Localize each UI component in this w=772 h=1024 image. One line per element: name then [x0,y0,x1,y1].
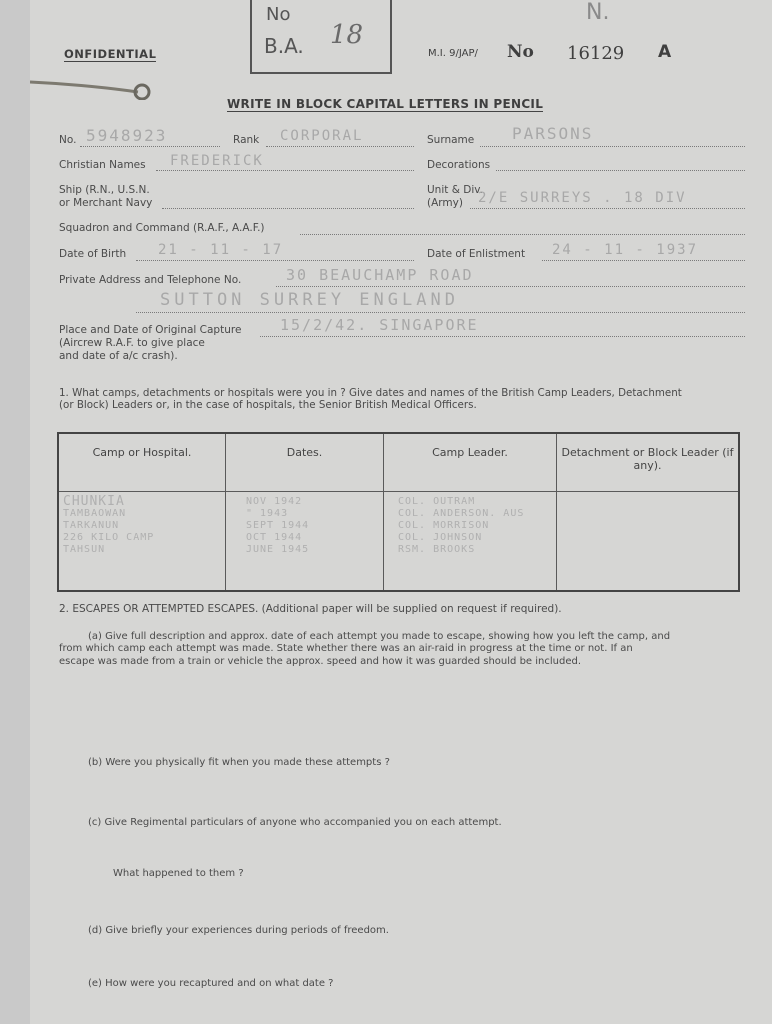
question-2c: (c) Give Regimental particulars of anyone who accompanied you on each attempt. [88,817,502,828]
stamp-ref: B.A. [264,34,304,58]
enlistment-line [542,260,745,261]
confidential-label: ONFIDENTIAL [64,47,157,61]
leader-entry: COL. ANDERSON. AUS [398,508,525,519]
capture-label: Place and Date of Original Capture [59,324,242,336]
camp-entry: TAMBAOWAN [63,508,127,519]
question-2c-followup: What happened to them ? [113,868,244,879]
squadron-label: Squadron and Command (R.A.F., A.A.F.) [59,222,265,234]
address-value-2: SUTTON SURREY ENGLAND [160,290,459,310]
unit-label: Unit & Div. [427,184,483,196]
header-camp: Camp or Hospital. [58,433,226,492]
stamp-no: No [266,4,291,25]
corner-mark: N. [586,0,610,25]
unit-label-2: (Army) [427,197,463,209]
number-label: No [507,42,534,62]
camp-entry: 226 KILO CAMP [63,532,155,543]
rank-value: CORPORAL [280,128,364,144]
question-2d: (d) Give briefly your experiences during periods of freedom. [88,925,389,936]
ship-line [162,208,414,209]
question-2e: (e) How were you recaptured and on what date ? [88,978,334,989]
capture-label-3: and date of a/c crash). [59,350,178,362]
camp-entry: TARKANUN [63,520,120,531]
christian-names-value: FREDERICK [170,153,264,169]
question-2a: (a) Give full description and approx. date of each attempt you made to escape, showing how you left the camp, and [88,631,671,642]
decorations-label: Decorations [427,159,491,171]
header-dates: Dates. [226,433,384,492]
enlistment-label: Date of Enlistment [427,248,526,260]
christian-names-label: Christian Names [59,159,146,171]
table-header-row [58,433,739,492]
christian-names-line [156,170,414,171]
form-sheet [30,0,772,1024]
camps-cell [58,492,226,592]
capture-value: 15/2/42. SINGAPORE [280,316,479,334]
camp-entry: CHUNKIA [63,494,125,509]
no-value: 5948923 [86,126,168,145]
leaders-cell [384,492,557,592]
stamp-handwritten-number: 18 [330,20,364,50]
table-row [58,492,739,592]
dob-line [136,260,414,261]
address-line-2 [136,312,745,313]
serial-number: 16129 [567,43,625,64]
surname-value: PARSONS [512,124,594,143]
question-2a-line-2: from which camp each attempt was made. State whether there was an air-raid in progress at the time or not. If an [59,643,633,654]
question-2-title: 2. ESCAPES OR ATTEMPTED ESCAPES. (Additional paper will be supplied on request if required). [59,603,562,615]
dates-cell [226,492,384,592]
question-1: 1. What camps, detachments or hospitals were you in ? Give dates and names of the British Camp Leaders, Detachment [59,387,682,399]
header-camp-leader: Camp Leader. [384,433,557,492]
capture-label-2: (Aircrew R.A.F. to give place [59,337,205,349]
question-2b: (b) Were you physically fit when you made these attempts ? [88,757,390,768]
leader-entry: COL. OUTRAM [398,496,476,507]
camp-entry: TAHSUN [63,544,106,555]
decorations-line [496,170,745,171]
date-entry: OCT 1944 [246,532,303,543]
surname-line [480,146,745,147]
dob-value: 21 - 11 - 17 [158,242,284,258]
date-entry: NOV 1942 [246,496,303,507]
leader-entry: RSM. BROOKS [398,544,476,555]
squadron-line [300,234,745,235]
serial-suffix: A [658,42,672,62]
form-reference: M.I. 9/JAP/ [428,48,478,59]
surname-label: Surname [427,134,475,146]
header-detachment-leader: Detachment or Block Leader (if any). [557,433,740,492]
leader-entry: COL. MORRISON [398,520,490,531]
detachment-cell [557,492,740,592]
address-line-1 [276,286,745,287]
date-entry: " 1943 [246,508,289,519]
enlistment-value: 24 - 11 - 1937 [552,242,699,258]
ship-label-2: or Merchant Navy [59,197,153,209]
dob-label: Date of Birth [59,248,127,260]
no-line [80,146,220,147]
leader-entry: COL. JOHNSON [398,532,483,543]
address-value-1: 30 BEAUCHAMP ROAD [286,266,474,284]
stamp-box [250,0,392,74]
address-label: Private Address and Telephone No. [59,274,242,286]
camps-table [57,432,740,592]
unit-value: 2/E SURREYS . 18 DIV [478,190,687,206]
ship-label: Ship (R.N., U.S.N. [59,184,150,196]
rank-line [266,146,414,147]
unit-line [470,208,745,209]
date-entry: SEPT 1944 [246,520,310,531]
no-label: No. [59,134,77,146]
binding-string [30,78,170,100]
rank-label: Rank [233,134,260,146]
capture-line [260,336,745,337]
instruction-heading: WRITE IN BLOCK CAPITAL LETTERS IN PENCIL [227,97,544,111]
question-1-line-2: (or Block) Leaders or, in the case of hospitals, the Senior British Medical Officers. [59,399,477,411]
question-2a-line-3: escape was made from a train or vehicle the approx. speed and how it was guarded should be included. [59,656,582,667]
date-entry: JUNE 1945 [246,544,310,555]
